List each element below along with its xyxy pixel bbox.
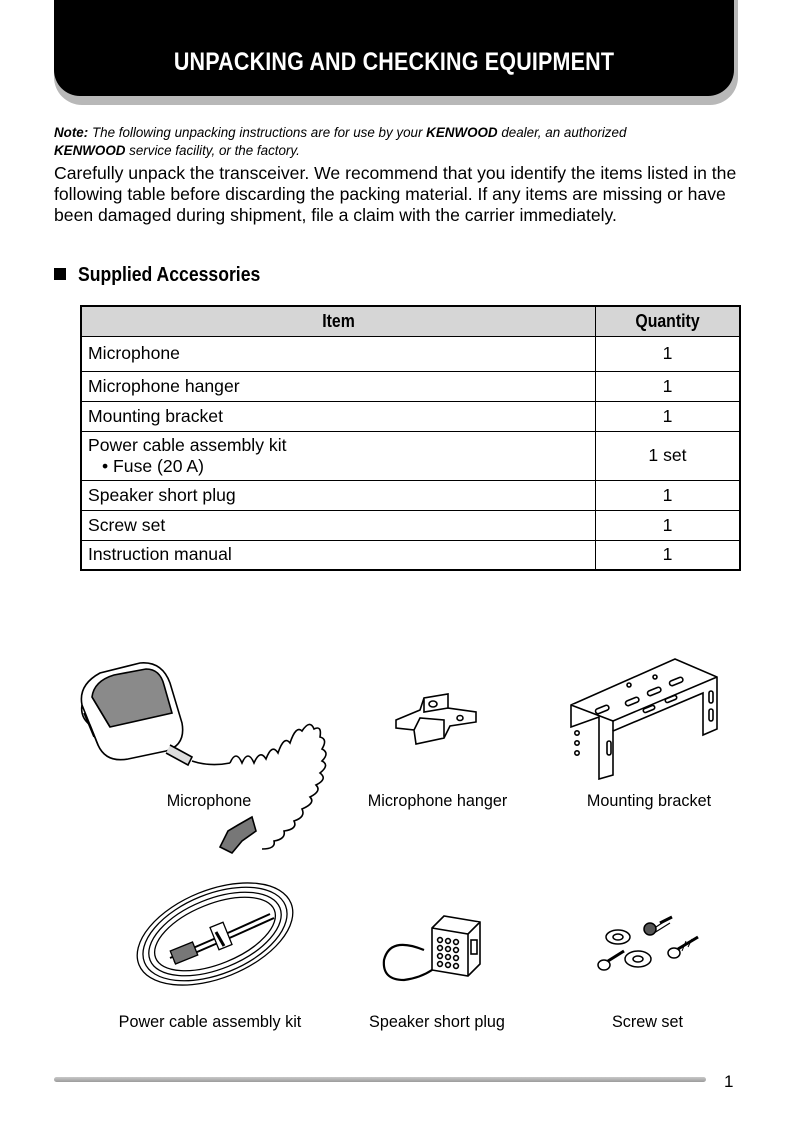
note-brand-1: KENWOOD [426,125,498,140]
quantity-cell: 1 [596,371,741,401]
note-text-2: dealer, an authorized [501,125,627,140]
table-header-row [81,306,740,336]
item-subitem: • Fuse (20 A) [102,455,204,476]
mounting-bracket-caption: Mounting bracket [586,792,712,810]
column-header-quantity: Quantity [596,306,741,336]
accessories-table [80,305,741,571]
item-name: Power cable assembly kit [88,434,287,455]
section-heading [54,264,285,287]
table-row [81,510,740,540]
mounting-bracket-illustration [565,655,725,780]
microphone-hanger-caption: Microphone hanger [367,792,508,810]
section-bullet-icon [54,268,66,280]
quantity-cell: 1 [596,401,741,431]
item-cell: Speaker short plug [81,480,596,510]
item-cell: Instruction manual [81,540,596,570]
page-number: 1 [724,1072,734,1091]
quantity-cell: 1 [596,336,741,371]
quantity-cell: 1 [596,510,741,540]
power-cable-caption: Power cable assembly kit [118,1013,302,1031]
intro-paragraph: Carefully unpack the transceiver. We recommend that you identify the items listed in the following table before discarding the packing material. If any items are missing or have been damaged during shipment, file a claim with the carrier immediately. [54,163,737,225]
item-cell: Mounting bracket [81,401,596,431]
column-header-item: Item [81,306,596,336]
power-cable-illustration [130,862,300,992]
table-row [81,540,740,570]
microphone-hanger-illustration [390,690,485,750]
speaker-short-plug-caption: Speaker short plug [369,1013,505,1031]
note-text-3: service facility, or the factory. [129,143,300,158]
footer-rule [54,1077,706,1082]
note-label: Note: [54,125,89,140]
section-title: Supplied Accessories [78,264,261,286]
microphone-caption: Microphone [166,792,252,810]
page-title: UNPACKING AND CHECKING EQUIPMENT [173,48,615,76]
table-row [81,371,740,401]
table-row [81,401,740,431]
microphone-illustration [70,655,340,855]
table-row [81,336,740,371]
item-cell [81,431,596,480]
table-row [81,480,740,510]
item-cell: Screw set [81,510,596,540]
item-cell: Microphone [81,336,596,371]
quantity-cell: 1 set [596,431,741,480]
speaker-short-plug-illustration [380,910,485,988]
quantity-cell: 1 [596,480,741,510]
item-cell: Microphone hanger [81,371,596,401]
note-brand-2: KENWOOD [54,143,126,158]
screw-set-caption: Screw set [611,1013,684,1031]
screw-set-illustration [590,915,705,980]
note [54,124,744,160]
quantity-cell: 1 [596,540,741,570]
note-text-1: The following unpacking instructions are for use by your [91,125,423,140]
table-row [81,431,740,480]
